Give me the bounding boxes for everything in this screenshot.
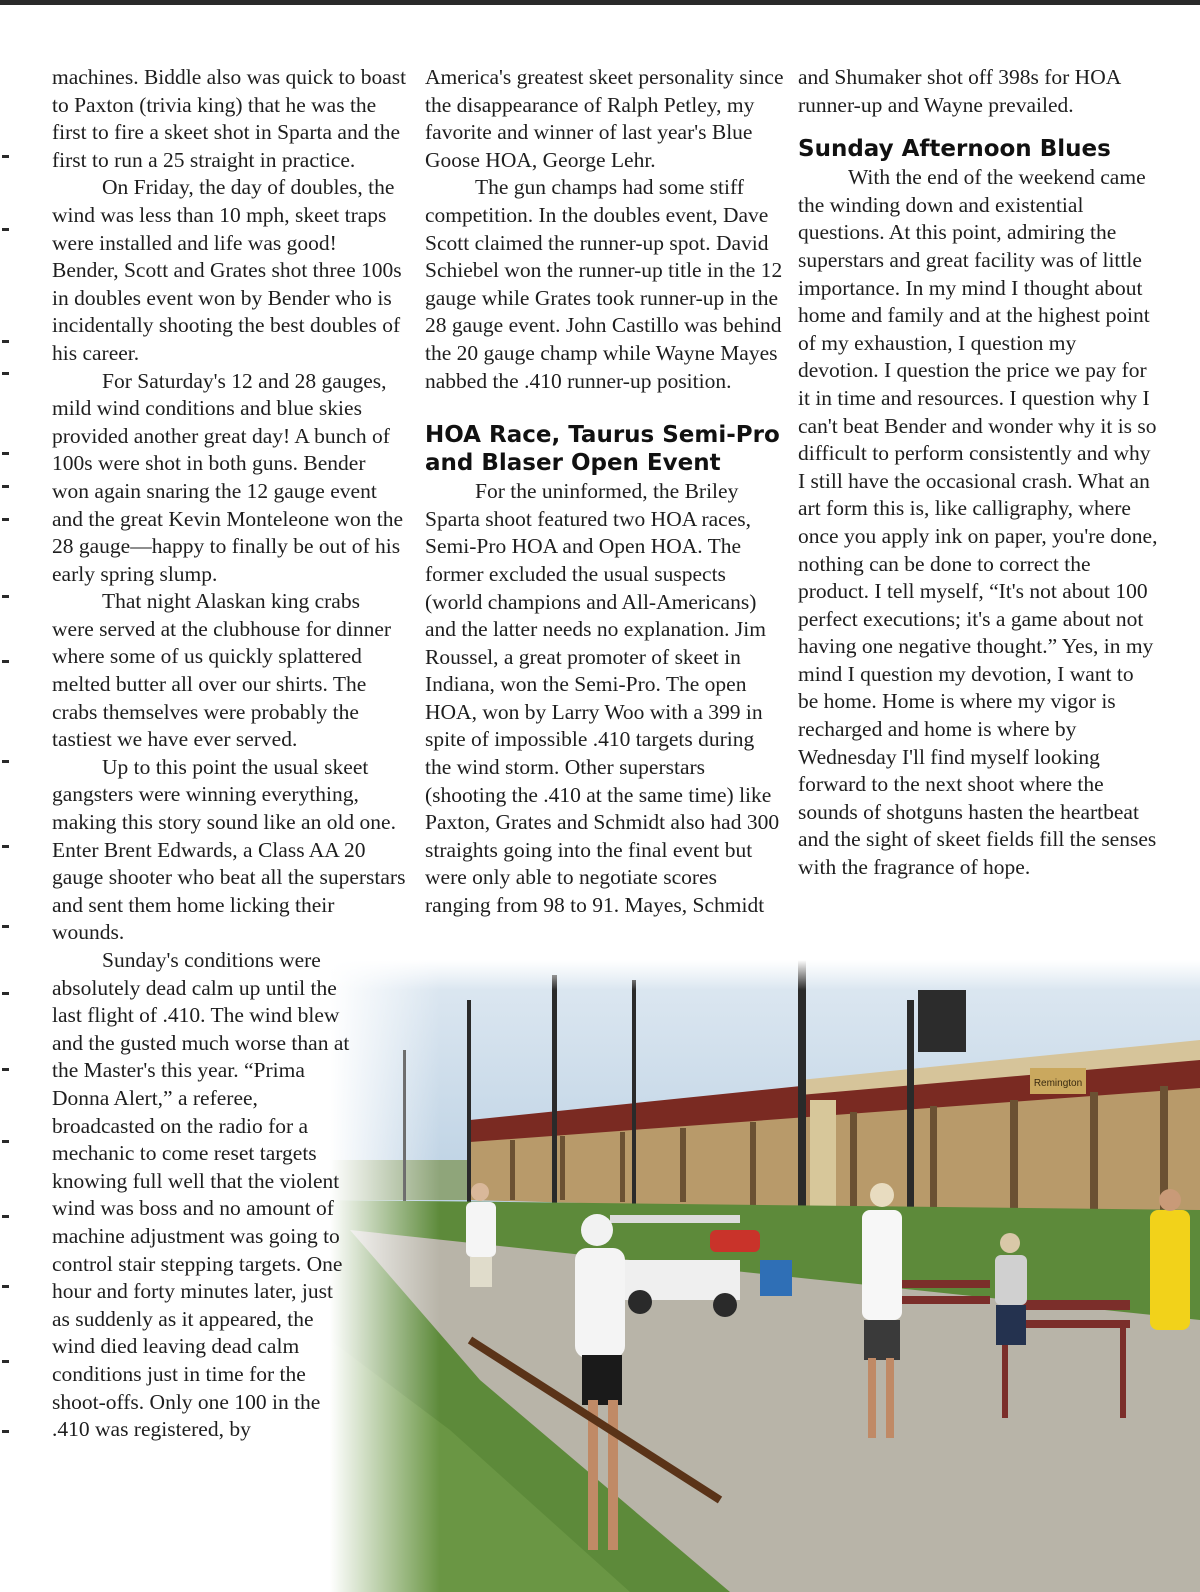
section-heading: HOA Race, Taurus Semi-Pro and Blaser Open Event [425,422,780,477]
paragraph: Up to this point the usual skeet gangsters were winning everything, making this story sound like an old one. Enter Brent Edwards, a Class AA 20 gauge shooter who beat all the superstars and sent them home licking their wounds. [52,754,406,945]
paragraph: machines. Biddle also was quick to boast to Paxton (trivia king) that he was the first to fire a skeet shot in Sparta and the first to run a 25 straight in practice. [52,65,407,172]
paragraph: America's greatest skeet personality since the disappearance of Ralph Petley, my favorite and winner of last year's Blue Goose HOA, George Lehr. [425,65,784,172]
column-3 [798,64,1158,882]
section-heading: Sunday Afternoon Blues [798,136,1111,163]
paragraph: For the uninformed, the Briley Sparta shoot featured two HOA races, Semi-Pro HOA and Open HOA. The former excluded the usual suspects (world champions and All-Americans) and the latter needs no explanation. Jim Roussel, a great promoter of skeet in Indiana, won the Semi-Pro. The open HOA, won by Larry Woo with a 399 in spite of impossible .410 targets during the wind storm. Other superstars (shooting the .410 at the same time) like Paxton, Grates and Schmidt also had 300 straights going into the final event but were only able to negotiate scores ranging from 98 to 91. Mayes, Schmidt [425,479,780,918]
top-border [0,0,1200,5]
paragraph: Sunday's conditions were absolutely dead calm up until the last flight of .410. The wind blew and the gusted much worse than at the Master's this year. “Prima Donna Alert,” a referee, broadcasted on the radio for a mechanic to come reset targets knowing full well that the violent wind was boss and no amount of machine adjustment was going to control stair stepping targets. One hour and forty minutes later, just as suddenly as it appeared, the wind died leaving dead calm conditions just in time for the shoot-offs. Only one 100 in the .410 was registered, by [52,948,350,1442]
paragraph: and Shumaker shot off 398s for HOA runner-up and Wayne prevailed. [798,65,1121,117]
page-edge-marks [0,0,10,1592]
paragraph: For Saturday's 12 and 28 gauges, mild wind conditions and blue skies provided another great day! A bunch of 100s were shot in both guns. Bender won again snaring the 12 gauge event and the great Kevin Monteleone won the 28 gauge—happy to finally be out of his early spring slump. [52,368,404,586]
paragraph: That night Alaskan king crabs were served at the clubhouse for dinner where some of us quickly splattered melted butter all over our shirts. The crabs themselves were probably the tastiest we have ever served. [52,589,392,752]
paragraph: On Friday, the day of doubles, the wind was less than 10 mph, skeet traps were installed and life was good! Bender, Scott and Grates shot three 100s in doubles event won by Bender who is incidentally shooting the best doubles of his career. [52,175,402,365]
paragraph: With the end of the weekend came the winding down and existential questions. At this point, admiring the superstars and great facility was of little importance. In my mind I thought about home and family and at the highest point of my exhaustion, I question my devotion. I question the price we pay for it in time and resources. I question why I can't beat Bender and wonder why it is so difficult to perform consistently and why I still have the occasional crash. What an art form this is, like calligraphy, where once you apply ink on paper, you're done, nothing can be done to correct the product. I tell myself, “It's not about 100 perfect executions; it's a game about not having one negative thought.” Yes, in my mind I question my devotion, I want to be home. Home is where my vigor is recharged and home is where by Wednesday I'll find myself looking forward to the next shoot where the sounds of shotguns hasten the heartbeat and the sight of skeet fields fill the senses with the fragrance of hope. [798,165,1158,880]
remington-sign-text: Remington [1033,1078,1083,1089]
column-2 [425,64,785,920]
column-1 [52,64,407,1444]
paragraph: The gun champs had some stiff competition. In the doubles event, Dave Scott claimed the runner-up spot. David Schiebel won the runner-up title in the 12 gauge while Grates took runner-up in the 28 gauge event. John Castillo was behind the 20 gauge champ while Wayne Mayes nabbed the .410 runner-up position. [425,175,783,393]
skeet-range-photo [330,960,1200,1592]
